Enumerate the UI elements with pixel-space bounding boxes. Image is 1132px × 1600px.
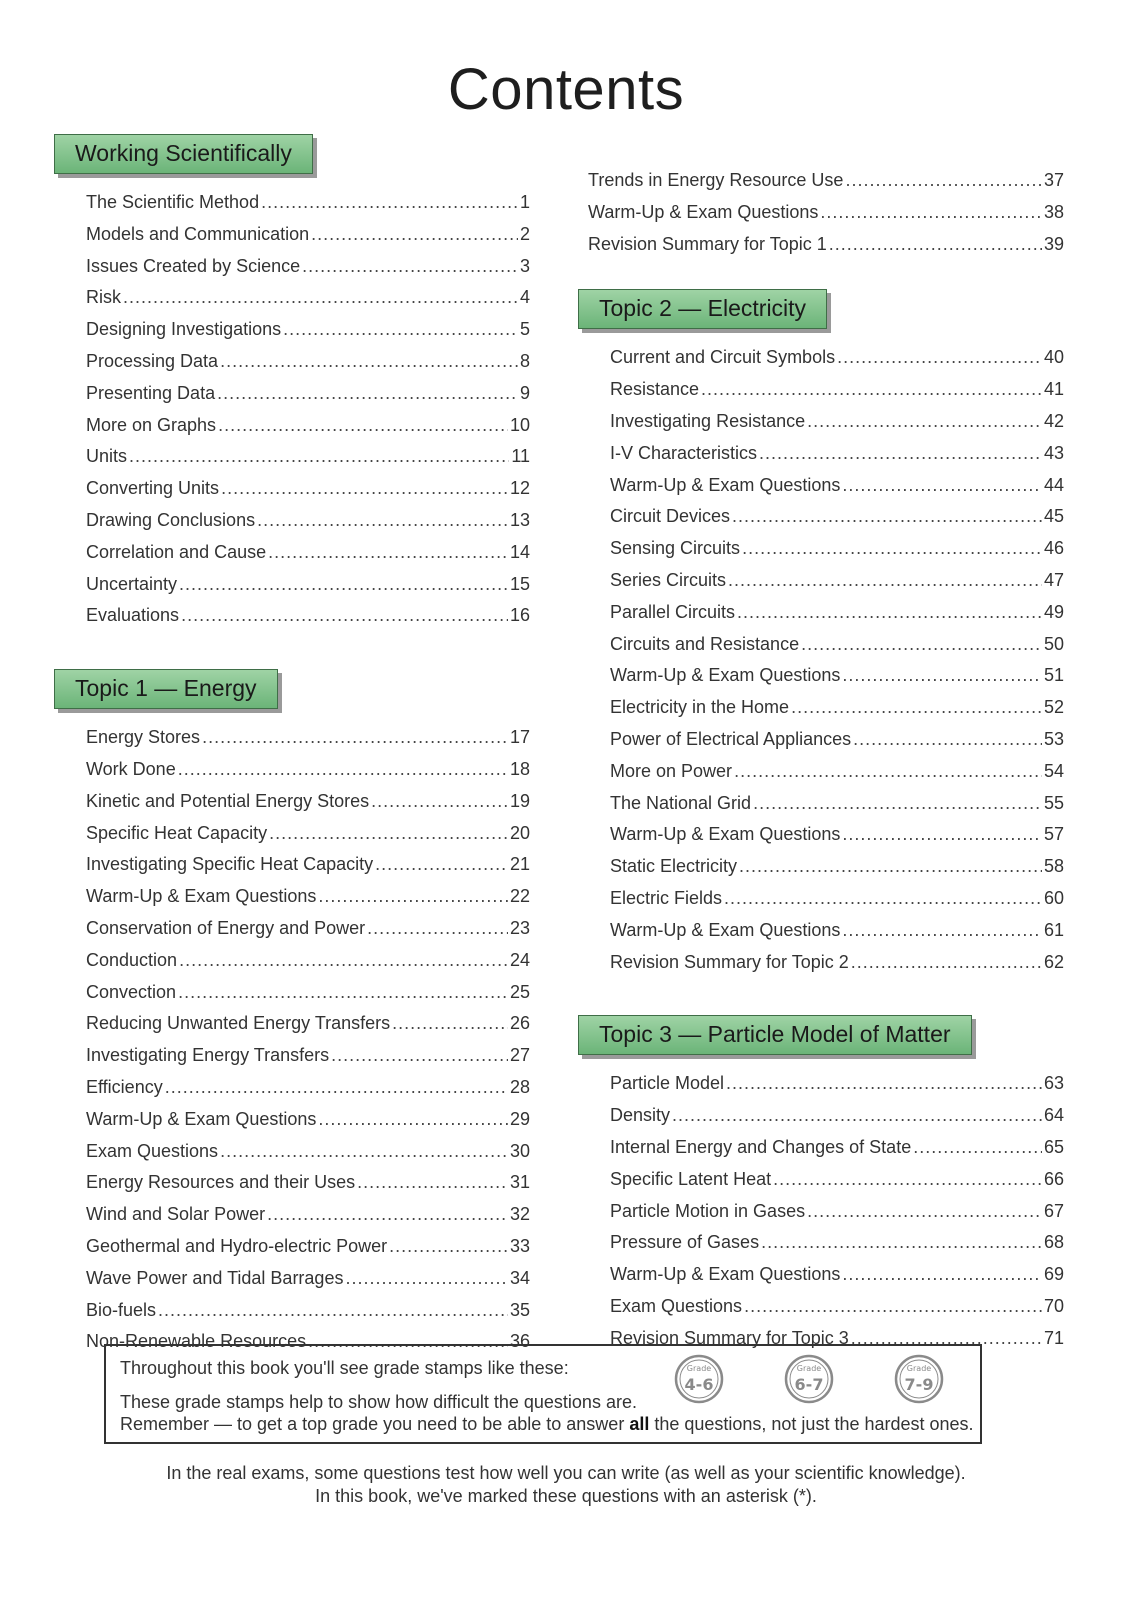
toc-entry-page: 57 <box>1043 824 1064 845</box>
dot-leader <box>853 729 1042 750</box>
toc-entry <box>86 351 530 383</box>
dot-leader <box>842 824 1042 845</box>
toc-entry-page: 30 <box>509 1140 530 1161</box>
toc-entry-page: 51 <box>1043 665 1064 686</box>
toc-entry <box>610 1264 1064 1296</box>
toc-entry-title: I-V Characteristics <box>610 442 758 463</box>
toc-entry-page: 28 <box>509 1076 530 1097</box>
toc-entry <box>588 234 1064 266</box>
toc-entry-title: Specific Heat Capacity <box>86 822 268 843</box>
toc-entry-title: Revision Summary for Topic 1 <box>588 233 827 254</box>
toc-entry-page: 12 <box>509 478 530 499</box>
dot-leader <box>837 347 1042 368</box>
toc-entry <box>610 602 1064 634</box>
toc-entry <box>610 856 1064 888</box>
toc-entry-page: 44 <box>1043 474 1064 495</box>
toc-entry <box>610 1201 1064 1233</box>
toc-entry-page: 20 <box>509 822 530 843</box>
dot-leader <box>739 856 1042 877</box>
dot-leader <box>123 287 518 308</box>
dot-leader <box>845 170 1042 191</box>
toc-entry <box>610 1137 1064 1169</box>
toc-entry-page: 49 <box>1043 601 1064 622</box>
toc-entry-title: Sensing Circuits <box>610 538 741 559</box>
dot-leader <box>357 1172 508 1193</box>
toc-entry <box>86 256 530 288</box>
dot-leader <box>268 542 508 563</box>
dot-leader <box>220 1141 508 1162</box>
toc-entry-title: Circuit Devices <box>610 506 731 527</box>
toc-entry-page: 19 <box>509 790 530 811</box>
dot-leader <box>371 791 508 812</box>
toc-entry <box>86 192 530 224</box>
toc-entry-page: 64 <box>1043 1105 1064 1126</box>
dot-leader <box>807 411 1042 432</box>
dot-leader <box>842 920 1042 941</box>
toc-entry-title: Processing Data <box>86 350 219 371</box>
toc-entry <box>610 665 1064 697</box>
section-header: Topic 2 — Electricity <box>578 289 827 329</box>
dot-leader <box>261 192 518 213</box>
dot-leader <box>217 383 518 404</box>
toc-entry-title: Presenting Data <box>86 382 216 403</box>
toc-entry <box>610 411 1064 443</box>
dot-leader <box>311 224 518 245</box>
stamp-label: Grade <box>796 1364 822 1373</box>
toc-entry-page: 37 <box>1043 170 1064 190</box>
toc-entry <box>86 823 530 855</box>
toc-entry-page: 68 <box>1043 1232 1064 1253</box>
toc-entry-title: Reducing Unwanted Energy Transfers <box>86 1013 391 1034</box>
toc-entry-title: Energy Stores <box>86 727 201 748</box>
dot-leader <box>672 1105 1042 1126</box>
toc-list <box>54 727 530 1363</box>
footer-note <box>0 1462 1132 1508</box>
section-header: Topic 3 — Particle Model of Matter <box>578 1015 972 1055</box>
toc-entry <box>610 570 1064 602</box>
toc-entry <box>610 538 1064 570</box>
toc-entry-title: Revision Summary for Topic 2 <box>610 951 849 972</box>
toc-entry-title: Issues Created by Science <box>86 255 301 276</box>
toc-entry-title: Geothermal and Hydro-electric Power <box>86 1235 388 1256</box>
toc-entry-page: 47 <box>1043 569 1064 590</box>
toc-entry <box>610 347 1064 379</box>
toc-entry-page: 17 <box>509 727 530 748</box>
toc-entry-title: Conduction <box>86 949 178 970</box>
toc-entry <box>86 319 530 351</box>
left-column <box>54 134 530 1395</box>
toc-entry <box>86 1268 530 1300</box>
toc-entry-title: Designing Investigations <box>86 319 282 340</box>
dot-leader <box>179 950 508 971</box>
toc-entry-title: Warm-Up & Exam Questions <box>610 474 841 495</box>
toc-entry-title: Warm-Up & Exam Questions <box>610 1264 841 1285</box>
section-topic-3 <box>578 1015 1064 1359</box>
stamp-label: Grade <box>686 1364 712 1373</box>
dot-leader <box>842 475 1042 496</box>
dot-leader <box>829 234 1042 255</box>
toc-entry-page: 16 <box>509 605 530 626</box>
toc-entry <box>86 918 530 950</box>
toc-entry-page: 14 <box>509 541 530 562</box>
footer-line-1: In the real exams, some questions test how well you can write (as well as your scientific knowledge). <box>166 1463 966 1483</box>
toc-entry-title: Specific Latent Heat <box>610 1168 772 1189</box>
toc-entry <box>86 950 530 982</box>
grade-stamp-note <box>104 1344 982 1444</box>
toc-entry <box>610 920 1064 952</box>
toc-entry-title: Warm-Up & Exam Questions <box>610 824 841 845</box>
dot-leader <box>220 351 518 372</box>
toc-entry-page: 54 <box>1043 760 1064 781</box>
toc-entry <box>610 1105 1064 1137</box>
dot-leader <box>202 727 508 748</box>
toc-entry-page: 38 <box>1043 201 1064 222</box>
toc-entry <box>86 1013 530 1045</box>
toc-entry <box>86 1300 530 1332</box>
toc-entry <box>86 791 530 823</box>
toc-entry <box>610 1073 1064 1105</box>
toc-entry <box>86 1045 530 1077</box>
toc-entry-title: Correlation and Cause <box>86 541 267 562</box>
toc-entry-page: 61 <box>1043 919 1064 940</box>
stamp-label: Grade <box>906 1364 932 1373</box>
section-topic-2 <box>578 289 1064 983</box>
toc-entry <box>86 759 530 791</box>
dot-leader <box>302 256 518 277</box>
toc-entry <box>86 478 530 510</box>
dot-leader <box>801 634 1042 655</box>
toc-entry <box>86 886 530 918</box>
toc-entry <box>610 824 1064 856</box>
toc-entry <box>610 379 1064 411</box>
toc-entry-title: Electric Fields <box>610 887 723 908</box>
toc-entry-title: Particle Model <box>610 1073 725 1094</box>
section-header: Topic 1 — Energy <box>54 669 278 709</box>
toc-entry <box>86 510 530 542</box>
dot-leader <box>759 443 1042 464</box>
dot-leader <box>257 510 508 531</box>
toc-entry-page: 23 <box>509 917 530 938</box>
dot-leader <box>181 605 508 626</box>
dot-leader <box>842 1264 1042 1285</box>
toc-entry <box>86 854 530 886</box>
toc-entry-title: Resistance <box>610 379 700 400</box>
toc-entry-title: Trends in Energy Resource Use <box>588 170 844 190</box>
dot-leader <box>331 1045 508 1066</box>
toc-entry-page: 10 <box>509 414 530 435</box>
toc-entry-page: 4 <box>519 287 530 308</box>
toc-entry <box>86 727 530 759</box>
toc-entry <box>610 1169 1064 1201</box>
toc-entry-page: 60 <box>1043 887 1064 908</box>
toc-entry-title: Investigating Energy Transfers <box>86 1045 330 1066</box>
dot-leader <box>842 665 1042 686</box>
toc-entry-title: Units <box>86 446 128 467</box>
dot-leader <box>744 1296 1042 1317</box>
toc-entry-page: 32 <box>509 1204 530 1225</box>
toc-entry-page: 2 <box>519 223 530 244</box>
toc-entry-page: 63 <box>1043 1073 1064 1094</box>
toc-entry-title: Investigating Resistance <box>610 410 806 431</box>
section-topic-1-continued <box>578 170 1064 265</box>
toc-entry-title: More on Graphs <box>86 414 217 435</box>
toc-entry-title: Investigating Specific Heat Capacity <box>86 854 374 875</box>
toc-entry-title: Series Circuits <box>610 569 727 590</box>
toc-entry-title: Static Electricity <box>610 856 738 877</box>
toc-list <box>578 347 1064 983</box>
toc-entry-title: Exam Questions <box>86 1140 219 1161</box>
note-line-3-text: Remember — to get a top grade you need to be able to answer <box>120 1414 630 1434</box>
toc-entry <box>86 1141 530 1173</box>
toc-entry-title: Revision Summary for Topic 3 <box>610 1327 849 1348</box>
toc-entry-page: 36 <box>509 1331 530 1352</box>
dot-leader <box>389 1236 508 1257</box>
note-line-3-bold: all <box>629 1414 650 1434</box>
toc-entry-title: Particle Motion in Gases <box>610 1200 806 1221</box>
toc-entry-title: Evaluations <box>86 605 180 626</box>
toc-entry-title: Kinetic and Potential Energy Stores <box>86 790 370 811</box>
toc-entry-title: Density <box>610 1105 671 1126</box>
toc-entry-page: 5 <box>519 319 530 340</box>
toc-entry-title: Electricity in the Home <box>610 697 790 718</box>
toc-entry-title: Uncertainty <box>86 573 178 594</box>
dot-leader <box>158 1300 508 1321</box>
toc-entry <box>610 506 1064 538</box>
toc-entry-title: Wind and Solar Power <box>86 1204 266 1225</box>
toc-entry <box>610 697 1064 729</box>
dot-leader <box>742 538 1042 559</box>
dot-leader <box>791 697 1042 718</box>
dot-leader <box>392 1013 508 1034</box>
toc-entry-title: Warm-Up & Exam Questions <box>610 919 841 940</box>
note-line-1: Throughout this book you'll see grade stamps like these: <box>120 1358 569 1378</box>
toc-entry-title: Warm-Up & Exam Questions <box>86 1108 317 1129</box>
toc-entry-title: Models and Communication <box>86 223 310 244</box>
toc-entry-title: Bio-fuels <box>86 1299 157 1320</box>
dot-leader <box>737 602 1042 623</box>
toc-entry-page: 41 <box>1043 379 1064 400</box>
toc-list <box>578 170 1064 265</box>
toc-entry-title: Parallel Circuits <box>610 601 736 622</box>
toc-list <box>54 192 530 637</box>
toc-entry-title: Internal Energy and Changes of State <box>610 1136 912 1157</box>
toc-entry-page: 43 <box>1043 442 1064 463</box>
toc-entry-page: 24 <box>509 949 530 970</box>
toc-entry-title: Warm-Up & Exam Questions <box>610 665 841 686</box>
dot-leader <box>267 1204 508 1225</box>
toc-entry <box>610 761 1064 793</box>
toc-entry-page: 31 <box>509 1172 530 1193</box>
toc-entry-page: 42 <box>1043 410 1064 431</box>
section-topic-1 <box>54 669 530 1363</box>
toc-entry-title: Converting Units <box>86 478 220 499</box>
dot-leader <box>283 319 518 340</box>
dot-leader <box>345 1268 508 1289</box>
grade-stamp-7-9-icon <box>894 1354 944 1404</box>
dot-leader <box>726 1073 1042 1094</box>
toc-entry <box>588 202 1064 234</box>
dot-leader <box>851 952 1042 973</box>
toc-entry-page: 40 <box>1043 347 1064 368</box>
toc-entry-page: 58 <box>1043 856 1064 877</box>
dot-leader <box>269 823 508 844</box>
toc-entry <box>86 1236 530 1268</box>
toc-entry <box>86 574 530 606</box>
toc-entry <box>86 605 530 637</box>
toc-entry-page: 22 <box>509 886 530 907</box>
toc-entry-page: 26 <box>509 1013 530 1034</box>
toc-entry-page: 69 <box>1043 1264 1064 1285</box>
toc-entry <box>610 1232 1064 1264</box>
toc-entry <box>610 1296 1064 1328</box>
dot-leader <box>375 854 508 875</box>
toc-entry-title: Power of Electrical Appliances <box>610 728 852 749</box>
toc-entry-page: 50 <box>1043 633 1064 654</box>
note-line-2: These grade stamps help to show how difficult the questions are. <box>120 1392 637 1412</box>
stamp-range: 7-9 <box>904 1375 934 1394</box>
toc-entry <box>610 952 1064 984</box>
right-column <box>578 170 1064 1392</box>
dot-leader <box>732 506 1042 527</box>
dot-leader <box>820 202 1042 223</box>
toc-entry-page: 55 <box>1043 792 1064 813</box>
dot-leader <box>178 982 508 1003</box>
toc-entry-title: Circuits and Resistance <box>610 633 800 654</box>
toc-entry <box>588 170 1064 202</box>
toc-entry <box>86 982 530 1014</box>
toc-entry <box>610 475 1064 507</box>
toc-entry-page: 29 <box>509 1108 530 1129</box>
toc-entry-page: 46 <box>1043 538 1064 559</box>
toc-entry <box>610 729 1064 761</box>
dot-leader <box>807 1201 1042 1222</box>
toc-entry-page: 25 <box>509 981 530 1002</box>
dot-leader <box>734 761 1042 782</box>
toc-entry <box>610 888 1064 920</box>
dot-leader <box>165 1077 508 1098</box>
toc-entry-page: 27 <box>509 1045 530 1066</box>
toc-entry-page: 45 <box>1043 506 1064 527</box>
toc-entry-title: Pressure of Gases <box>610 1232 760 1253</box>
dot-leader <box>178 759 508 780</box>
toc-entry-page: 8 <box>519 350 530 371</box>
toc-entry <box>86 446 530 478</box>
toc-list <box>578 1073 1064 1359</box>
note-line-3-text-end: the questions, not just the hardest ones. <box>649 1414 974 1434</box>
toc-entry <box>610 634 1064 666</box>
toc-entry-title: Non-Renewable Resources <box>86 1331 307 1352</box>
toc-entry <box>86 1204 530 1236</box>
toc-entry-page: 18 <box>509 758 530 779</box>
toc-entry-title: The National Grid <box>610 792 752 813</box>
toc-entry-title: Warm-Up & Exam Questions <box>86 886 317 907</box>
dot-leader <box>728 570 1042 591</box>
toc-entry-title: Wave Power and Tidal Barrages <box>86 1267 344 1288</box>
toc-entry <box>86 224 530 256</box>
dot-leader <box>218 415 508 436</box>
toc-entry <box>86 1077 530 1109</box>
toc-entry-page: 35 <box>509 1299 530 1320</box>
toc-entry-page: 67 <box>1043 1200 1064 1221</box>
dot-leader <box>724 888 1042 909</box>
toc-entry <box>86 415 530 447</box>
toc-entry-page: 11 <box>511 446 530 467</box>
section-working-scientifically <box>54 134 530 637</box>
dot-leader <box>129 446 509 467</box>
toc-entry <box>86 1172 530 1204</box>
toc-entry-title: More on Power <box>610 760 733 781</box>
toc-entry <box>86 542 530 574</box>
toc-entry-title: Conservation of Energy and Power <box>86 917 366 938</box>
toc-entry-page: 52 <box>1043 697 1064 718</box>
dot-leader <box>367 918 508 939</box>
toc-entry-page: 65 <box>1043 1136 1064 1157</box>
toc-entry-title: Risk <box>86 287 121 308</box>
toc-entry-title: Drawing Conclusions <box>86 509 256 530</box>
dot-leader <box>761 1232 1042 1253</box>
stamp-range: 6-7 <box>794 1375 824 1394</box>
dot-leader <box>318 1109 508 1130</box>
grade-stamp-6-7-icon <box>784 1354 834 1404</box>
toc-entry-title: The Scientific Method <box>86 192 260 212</box>
toc-entry-page: 15 <box>509 573 530 594</box>
grade-stamp-4-6-icon <box>674 1354 724 1404</box>
dot-leader <box>701 379 1042 400</box>
dot-leader <box>773 1169 1042 1190</box>
toc-entry-title: Exam Questions <box>610 1295 743 1316</box>
toc-entry-title: Efficiency <box>86 1076 163 1097</box>
toc-entry-title: Warm-Up & Exam Questions <box>588 201 819 222</box>
toc-entry <box>86 383 530 415</box>
toc-entry-page: 70 <box>1043 1295 1064 1316</box>
dot-leader <box>753 793 1042 814</box>
toc-entry-page: 33 <box>509 1235 530 1256</box>
toc-entry <box>610 443 1064 475</box>
toc-entry-page: 9 <box>519 382 530 403</box>
section-header: Working Scientifically <box>54 134 313 174</box>
note-line-3 <box>120 1414 974 1435</box>
toc-entry-title: Energy Resources and their Uses <box>86 1172 356 1193</box>
toc-entry-page: 34 <box>509 1267 530 1288</box>
toc-entry-page: 71 <box>1043 1327 1064 1348</box>
dot-leader <box>179 574 508 595</box>
toc-entry-title: Current and Circuit Symbols <box>610 347 836 368</box>
toc-entry-page: 13 <box>509 509 530 530</box>
dot-leader <box>318 886 508 907</box>
toc-entry-title: Work Done <box>86 758 176 779</box>
toc-entry-page: 66 <box>1043 1168 1064 1189</box>
page-title: Contents <box>447 57 685 122</box>
dot-leader <box>913 1137 1042 1158</box>
toc-entry <box>86 1109 530 1141</box>
toc-entry-page: 21 <box>509 854 530 875</box>
toc-entry-page: 1 <box>519 192 530 212</box>
stamp-range: 4-6 <box>684 1375 714 1394</box>
toc-entry <box>86 287 530 319</box>
toc-entry <box>610 793 1064 825</box>
footer-line-2: In this book, we've marked these questions with an asterisk (*). <box>315 1486 817 1506</box>
toc-entry-title: Convection <box>86 981 177 1002</box>
toc-entry-page: 62 <box>1043 951 1064 972</box>
toc-entry-page: 39 <box>1043 233 1064 254</box>
toc-entry-page: 53 <box>1043 728 1064 749</box>
dot-leader <box>221 478 508 499</box>
toc-entry-page: 3 <box>519 255 530 276</box>
